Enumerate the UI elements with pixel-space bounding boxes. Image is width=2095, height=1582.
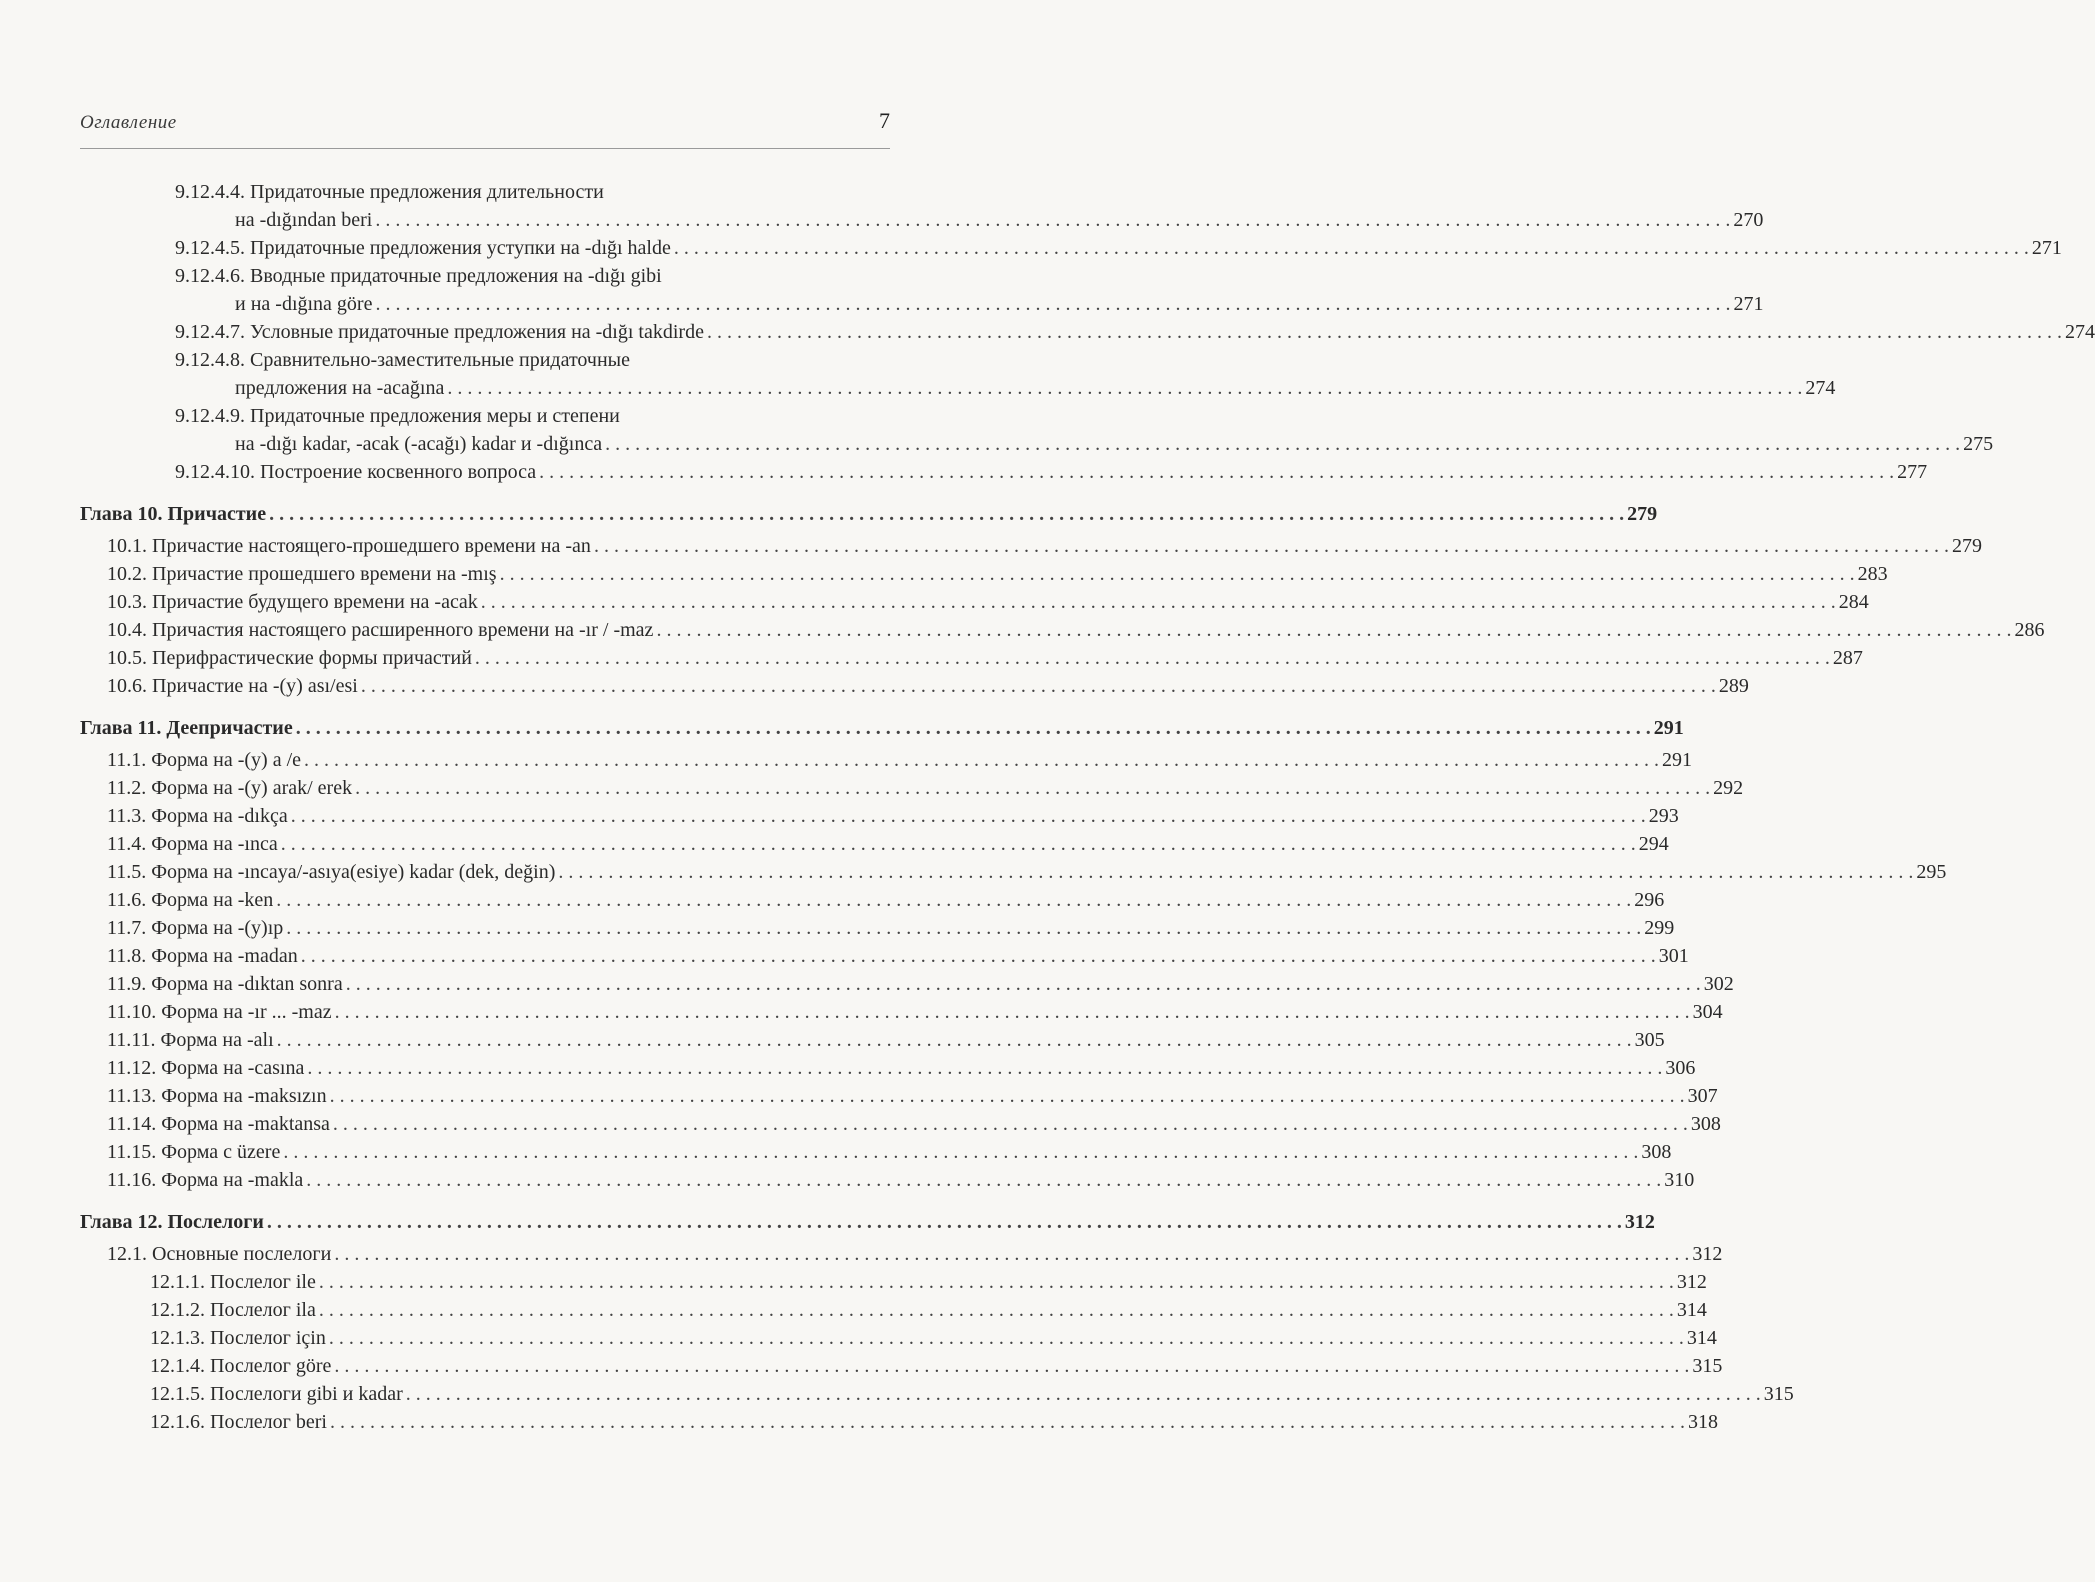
toc-page-number: 310 (1664, 1169, 1695, 1191)
toc-entry[interactable] (80, 178, 890, 206)
dot-leader (319, 1296, 1674, 1324)
toc-entry[interactable] (80, 1082, 1718, 1110)
toc-entry-title: 12.1. Основные послелоги (107, 1243, 332, 1265)
toc-page-number: 318 (1687, 1411, 1718, 1433)
chapter-title: Глава 11. Деепричастие (80, 717, 293, 739)
toc-entry-title: 11.7. Форма на -(y)ıp (107, 917, 284, 939)
toc-entry[interactable] (80, 616, 2045, 644)
toc-entry-title: 11.15. Форма с üzere (107, 1141, 281, 1163)
toc-page-number: 287 (1832, 647, 1863, 669)
dot-leader (304, 746, 1659, 774)
toc-entry-title: 11.1. Форма на -(y) a /e (107, 749, 302, 771)
toc-entry-title: 12.1.3. Послелог için (150, 1327, 326, 1349)
toc-entry[interactable] (80, 774, 1744, 802)
toc-entry[interactable] (80, 1240, 1723, 1268)
dot-leader (539, 458, 1894, 486)
toc-entry-continuation[interactable] (80, 206, 1764, 234)
toc-subentry[interactable] (80, 1324, 1717, 1352)
toc-subentry[interactable] (80, 1408, 1718, 1436)
toc-page-number: 294 (1638, 833, 1669, 855)
toc-entry[interactable] (80, 746, 1693, 774)
toc-page-number: 314 (1676, 1299, 1707, 1321)
page-number: 7 (879, 108, 890, 133)
toc-page-number: 289 (1718, 675, 1749, 697)
toc-entry-title: 12.1.5. Послелоги gibi и kadar (150, 1383, 403, 1405)
toc-page-number: 302 (1703, 973, 1734, 995)
toc-entry[interactable] (80, 998, 1723, 1026)
toc-entry-title: 10.3. Причастие будущего времени на -acak (107, 591, 478, 613)
dot-leader (283, 1138, 1638, 1166)
toc-entry-title: 11.6. Форма на -ken (107, 889, 274, 911)
toc-page-number: 306 (1665, 1057, 1696, 1079)
toc-page-number: 295 (1916, 861, 1947, 883)
toc-page-number: 308 (1690, 1113, 1721, 1135)
toc-entry[interactable] (80, 1026, 1665, 1054)
toc-page-number: 315 (1692, 1355, 1723, 1377)
toc-entry[interactable] (80, 1054, 1696, 1082)
toc-subentry[interactable] (80, 1268, 1707, 1296)
toc-entry-number: 9.12.4.10. (175, 461, 255, 483)
dot-leader (355, 774, 1710, 802)
toc-entry-title: 11.14. Форма на -maktansa (107, 1113, 330, 1135)
chapter-heading-11[interactable] (80, 714, 1684, 742)
toc-page-number: 301 (1658, 945, 1689, 967)
dot-leader (346, 970, 1701, 998)
toc-entry-title: Построение косвенного вопроса (260, 461, 537, 483)
toc-entry[interactable] (80, 458, 1928, 486)
toc-subentry[interactable] (80, 1296, 1707, 1324)
toc-entry-title: 10.6. Причастие на -(y) ası/esi (107, 675, 358, 697)
toc-entry[interactable] (80, 234, 2062, 262)
toc-page-number: 314 (1686, 1327, 1717, 1349)
toc-page-number: 312 (1692, 1243, 1723, 1265)
toc-entry-title: 10.2. Причастие прошедшего времени на -mış (107, 563, 497, 585)
toc-entry-title: на -dığından beri (235, 209, 373, 231)
dot-leader (301, 942, 1656, 970)
toc-entry[interactable] (80, 672, 1749, 700)
toc-entry-title: 11.4. Форма на -ınca (107, 833, 278, 855)
toc-page-number: 292 (1713, 777, 1744, 799)
toc-entry[interactable] (80, 1166, 1695, 1194)
toc-entry-title: Вводные придаточные предложения на -dığı gibi (250, 265, 662, 287)
toc-page-number: 308 (1641, 1141, 1672, 1163)
toc-page-number: 283 (1857, 563, 1888, 585)
dot-leader (330, 1408, 1685, 1436)
chapter-page-number: 291 (1653, 717, 1684, 739)
toc-page-number: 315 (1763, 1383, 1794, 1405)
toc-entry-title: Сравнительно-заместительные придаточные (250, 349, 630, 371)
toc-entry-title: 11.16. Форма на -makla (107, 1169, 304, 1191)
toc-entry-title: на -dığı kadar, -acak (-acağı) kadar и -dığınca (235, 433, 603, 455)
toc-entry-title: 11.10. Форма на -ır ... -maz (107, 1001, 332, 1023)
toc-page-number: 293 (1648, 805, 1679, 827)
toc-entry-number: 9.12.4.5. (175, 237, 245, 259)
toc-entry-continuation[interactable] (80, 290, 1764, 318)
toc-entry-continuation[interactable] (80, 374, 1836, 402)
dot-leader (334, 1240, 1689, 1268)
dot-leader (291, 802, 1646, 830)
dot-leader (319, 1268, 1674, 1296)
toc-entry-title: 10.4. Причастия настоящего расширенного времени на -ır / -maz (107, 619, 654, 641)
chapter-heading-12[interactable] (80, 1208, 1655, 1236)
dot-leader (594, 532, 1949, 560)
toc-entry-title: Условные придаточные предложения на -dığı takdirde (250, 321, 704, 343)
toc-entry-title: 11.11. Форма на -alı (107, 1029, 274, 1051)
running-header (80, 108, 890, 149)
toc-entry-number: 9.12.4.6. (175, 265, 245, 287)
dot-leader (656, 616, 2011, 644)
toc-page-number: 305 (1634, 1029, 1665, 1051)
dot-leader (375, 290, 1730, 318)
dot-leader (296, 714, 1651, 742)
toc-entry-title: Придаточные предложения меры и степени (250, 405, 620, 427)
dot-leader (329, 1324, 1684, 1352)
toc-page-number: 274 (1805, 377, 1836, 399)
chapter-page-number: 279 (1627, 503, 1658, 525)
toc-entry-number: 9.12.4.8. (175, 349, 245, 371)
dot-leader (306, 1166, 1661, 1194)
table-of-contents (80, 178, 2095, 1436)
toc-entry[interactable] (80, 914, 1675, 942)
toc-page-number: 291 (1662, 749, 1693, 771)
toc-page-number: 299 (1644, 917, 1675, 939)
dot-leader (361, 672, 1716, 700)
toc-entry[interactable] (80, 1138, 1672, 1166)
dot-leader (375, 206, 1730, 234)
toc-entry-title: 11.8. Форма на -madan (107, 945, 298, 967)
toc-subentry[interactable] (80, 1380, 1794, 1408)
chapter-heading-10[interactable] (80, 500, 1658, 528)
toc-entry-title: 12.1.1. Послелог ile (150, 1271, 316, 1293)
toc-entry-title: 11.3. Форма на -dıkça (107, 805, 288, 827)
toc-page-number: 277 (1897, 461, 1928, 483)
toc-entry[interactable] (80, 886, 1665, 914)
dot-leader (447, 374, 1802, 402)
dot-leader (475, 644, 1830, 672)
toc-page-number: 284 (1838, 591, 1869, 613)
dot-leader (674, 234, 2029, 262)
toc-entry-title: 11.12. Форма на -casına (107, 1057, 305, 1079)
toc-entry-title: 10.1. Причастие настоящего-прошедшего времени на -an (107, 535, 591, 557)
toc-page-number: 307 (1687, 1085, 1718, 1107)
dot-leader (269, 500, 1624, 528)
toc-entry-title: 12.1.4. Послелог göre (150, 1355, 332, 1377)
toc-entry-continuation[interactable] (80, 430, 1994, 458)
dot-leader (707, 318, 2062, 346)
toc-page-number: 286 (2014, 619, 2045, 641)
toc-entry[interactable] (80, 858, 1947, 886)
toc-subentry[interactable] (80, 1352, 1723, 1380)
dot-leader (334, 1352, 1689, 1380)
toc-entry-title: и на -dığına göre (235, 293, 373, 315)
toc-entry-title: 11.9. Форма на -dıktan sonra (107, 973, 343, 995)
toc-entry-title: 12.1.6. Послелог beri (150, 1411, 327, 1433)
toc-entry-title: 11.2. Форма на -(y) arak/ erek (107, 777, 353, 799)
toc-page-number: 274 (2064, 321, 2095, 343)
toc-entry[interactable] (80, 346, 890, 374)
toc-entry[interactable] (80, 262, 890, 290)
dot-leader (406, 1380, 1761, 1408)
toc-entry[interactable] (80, 402, 890, 430)
dot-leader (335, 998, 1690, 1026)
toc-page-number: 296 (1634, 889, 1665, 911)
dot-leader (500, 560, 1855, 588)
toc-entry-number: 9.12.4.7. (175, 321, 245, 343)
toc-entry[interactable] (80, 560, 1888, 588)
toc-entry[interactable] (80, 1110, 1721, 1138)
dot-leader (605, 430, 1960, 458)
toc-entry[interactable] (80, 644, 1863, 672)
toc-entry-title: 11.13. Форма на -maksızın (107, 1085, 327, 1107)
dot-leader (267, 1208, 1622, 1236)
toc-entry[interactable] (80, 802, 1679, 830)
toc-page-number: 271 (1733, 293, 1764, 315)
toc-entry-title: 11.5. Форма на -ıncaya/-asıya(esiye) kadar (dek, değin) (107, 861, 556, 883)
toc-page-number: 271 (2031, 237, 2062, 259)
dot-leader (330, 1082, 1685, 1110)
toc-entry[interactable] (80, 970, 1734, 998)
dot-leader (276, 886, 1631, 914)
dot-leader (277, 1026, 1632, 1054)
toc-entry[interactable] (80, 588, 1869, 616)
toc-entry-number: 9.12.4.9. (175, 405, 245, 427)
chapter-title: Глава 12. Послелоги (80, 1211, 264, 1233)
toc-entry[interactable] (80, 318, 2095, 346)
toc-entry-number: 9.12.4.4. (175, 181, 245, 203)
toc-entry-title: 10.5. Перифрастические формы причастий (107, 647, 472, 669)
toc-entry-title: Придаточные предложения длительности (250, 181, 604, 203)
chapter-title: Глава 10. Причастие (80, 503, 267, 525)
dot-leader (281, 830, 1636, 858)
dot-leader (286, 914, 1641, 942)
section-title: Оглавление (80, 112, 177, 133)
toc-entry-title: Придаточные предложения уступки на -dığı halde (250, 237, 671, 259)
toc-entry-title: предложения на -acağına (235, 377, 445, 399)
dot-leader (481, 588, 1836, 616)
chapter-page-number: 312 (1624, 1211, 1655, 1233)
dot-leader (558, 858, 1913, 886)
toc-page-number: 275 (1963, 433, 1994, 455)
dot-leader (307, 1054, 1662, 1082)
toc-page-number: 270 (1733, 209, 1764, 231)
toc-entry[interactable] (80, 532, 1982, 560)
toc-entry[interactable] (80, 942, 1689, 970)
toc-page-number: 312 (1676, 1271, 1707, 1293)
toc-page-number: 279 (1951, 535, 1982, 557)
toc-page-number: 304 (1692, 1001, 1723, 1023)
dot-leader (333, 1110, 1688, 1138)
toc-entry-title: 12.1.2. Послелог ila (150, 1299, 316, 1321)
toc-entry[interactable] (80, 830, 1669, 858)
